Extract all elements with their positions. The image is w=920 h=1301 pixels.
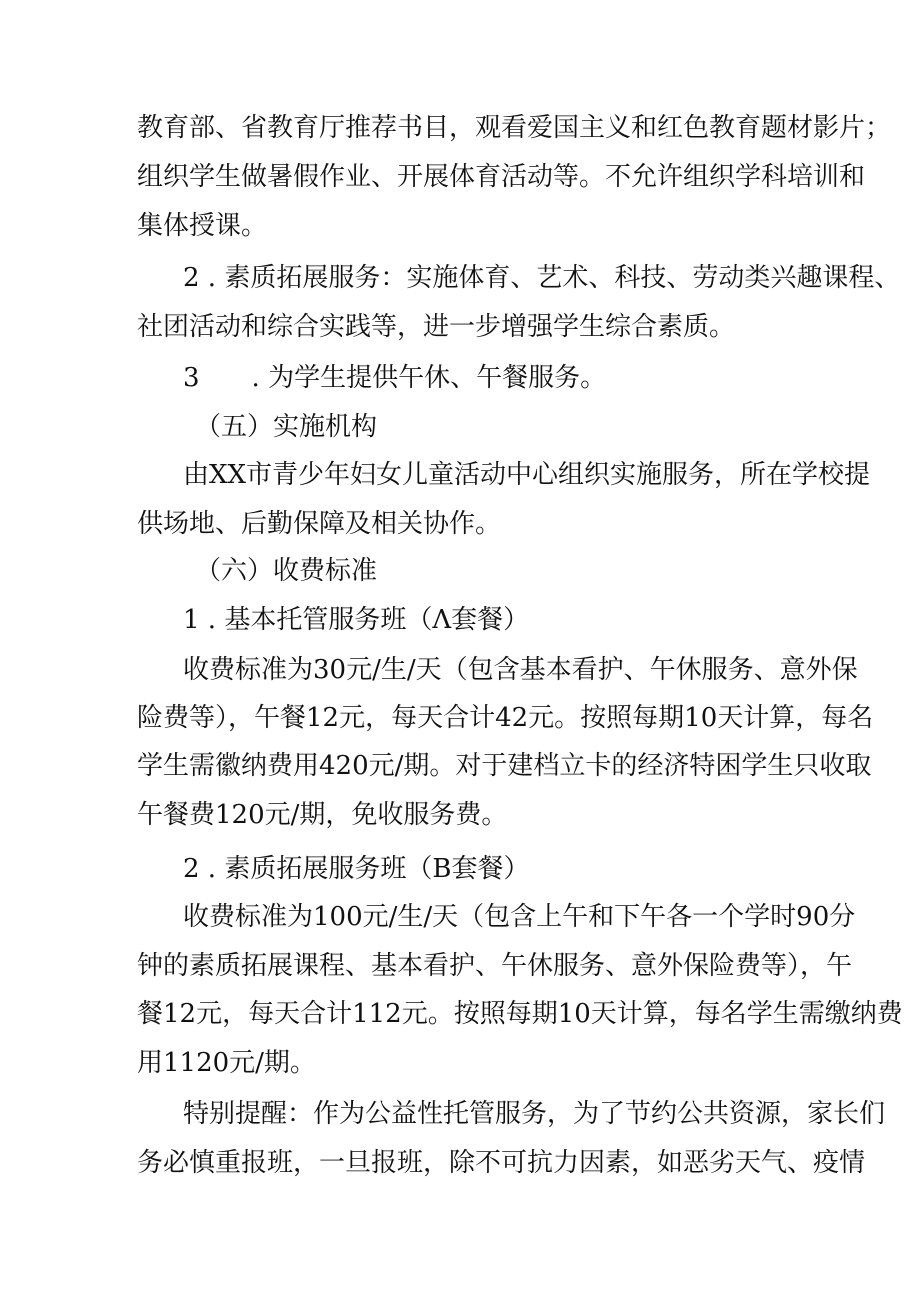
- text-line: 供场地、后勤保障及相关协作。: [137, 509, 502, 539]
- text-line: 1 . 基本托管服务班（Λ套餐）: [183, 605, 530, 635]
- text-line: 社团活动和综合实践等，进一步增强学生综合素质。: [137, 312, 736, 342]
- text-line: 收费标准为100元/生/天（包含上午和下午各一个学时90分: [183, 902, 856, 932]
- text-line: 集体授课。: [137, 211, 268, 241]
- text-line: 教育部、省教育厅推荐书目，观看爱国主义和红色教育题材影片；: [137, 113, 892, 143]
- text-line: 2 . 素质拓展服务班（B套餐）: [183, 854, 530, 884]
- text-line: 务必慎重报班，一旦报班，除不可抗力因素，如恶劣天气、疫情: [137, 1148, 866, 1178]
- text-line: 餐12元，每天合计112元。按照每期10天计算，每名学生需缴纳费: [137, 999, 903, 1029]
- text-line: 特别提醒：作为公益性托管服务，为了节约公共资源，家长们: [183, 1099, 886, 1129]
- text-line: 收费标准为30元/生/天（包含基本看护、午休服务、意外保: [183, 655, 858, 685]
- text-line: 险费等），午餐12元，每天合计42元。按照每期10天计算，每名: [137, 703, 874, 733]
- text-line: 组织学生做暑假作业、开展体育活动等。不允许组织学科培训和: [137, 162, 866, 192]
- text-line: 由XX市青少年妇女儿童活动中心组织实施服务，所在学校提: [183, 460, 871, 490]
- section-heading: （五）实施机构: [195, 412, 378, 442]
- text-line: 用1120元/期。: [137, 1048, 316, 1078]
- text-line: 钟的素质拓展课程、基本看护、午休服务、意外保险费等），午: [137, 951, 853, 981]
- section-heading: （六）收费标准: [195, 556, 378, 586]
- text-line: 3 . 为学生提供午休、午餐服务。: [183, 363, 607, 393]
- text-line: 午餐费120元/期，免收服务费。: [137, 800, 508, 830]
- text-line: 2 . 素质拓展服务：实施体育、艺术、科技、劳动类兴趣课程、: [183, 263, 901, 293]
- text-line: 学生需徽纳费用420元/期。对于建档立卡的经济特困学生只收取: [137, 751, 872, 781]
